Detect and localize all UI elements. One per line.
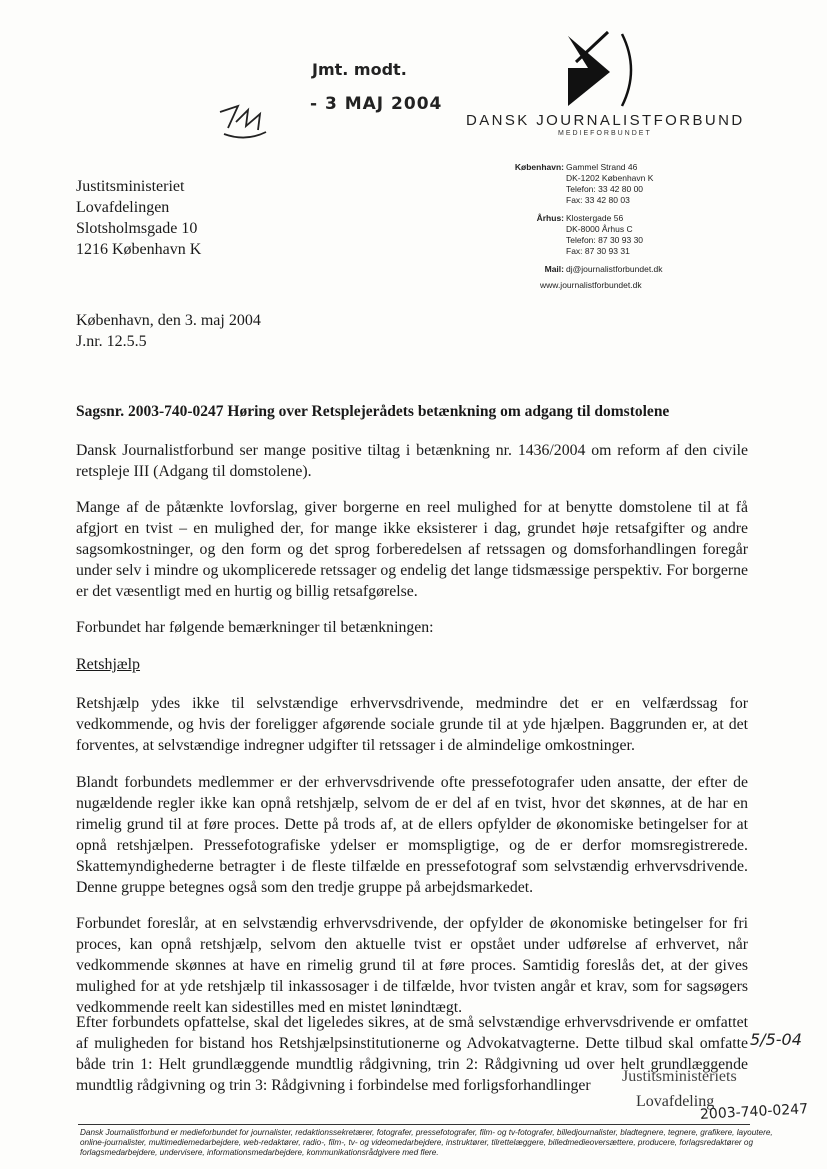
copenhagen-line: Telefon: 33 42 80 00 [566, 184, 644, 194]
section-title-retshjaelp: Retshjælp [76, 656, 141, 673]
aarhus-line: DK-8000 Århus C [566, 224, 633, 234]
paragraph-proposals: Mange af de påtænkte lovforslag, giver borgerne en reel mulighed for at benytte domstolene til at få afgjort en tvist – en mulighed der, for mange ikke eksisterer i dag, grundet høje retsafgifter og andre sagsomkostninger, og den form og det sprog forberedelsen af retssagen og domsforhandlingen foregår under selv i mindre og ukomplicerede retssager og endelig det lange tidsmæssige perspektiv. For borgerne er det væsentligt med en hurtig og billig retsafgørelse. [76, 499, 748, 600]
recipient-line: Justitsministeriet [76, 178, 185, 195]
recipient-line: Slotsholmsgade 10 [76, 220, 198, 237]
handwritten-case-number: 2003-740-0247 [699, 1101, 809, 1123]
place-date: København, den 3. maj 2004 [76, 312, 261, 329]
handwritten-mark [218, 104, 278, 144]
aarhus-label: Århus: [536, 213, 564, 223]
journal-number: J.nr. 12.5.5 [76, 333, 147, 350]
recipient-line: 1216 København K [76, 241, 202, 258]
recipient-line: Lovafdelingen [76, 199, 170, 216]
mail-link[interactable]: dj@journalistforbundet.dk [566, 264, 663, 274]
handwritten-date: 5/5-04 [750, 1030, 802, 1049]
ministry-stamp: Justitsministeriets [622, 1068, 737, 1085]
journalistforbund-logo-icon [560, 28, 640, 108]
letter-meta [76, 310, 261, 352]
aarhus-line: Klostergade 56 [566, 213, 624, 223]
copenhagen-label: København: [514, 162, 564, 172]
received-stamp-label: Jmt. modt. [312, 60, 407, 79]
paragraph-remarks-intro: Forbundet har følgende bemærkninger til betænkningen: [76, 619, 434, 636]
copenhagen-line: Fax: 33 42 80 03 [566, 195, 630, 205]
paragraph-proposal: Forbundet foreslår, at en selvstændig erhvervsdrivende, der opfylder de økonomiske betingelser for fri proces, kan opnå retshjælp, selvom den aktuelle tvist er opstået under udførelse af erhvervet, når vedkommende skønnes at have en rimelig grund til at føre proces. Samtidig foreslås det, at der gives mulighed for at yde retshjælp til inkassosager i de tilfælde, hvor tvisten angår et krav, som for sagsøgers vedkommende reelt kan sidestilles med en mistet lønindtægt. [76, 915, 748, 1016]
contact-block [500, 162, 800, 292]
footer-divider [78, 1124, 750, 1125]
aarhus-line: Telefon: 87 30 93 30 [566, 235, 644, 245]
aarhus-line: Fax: 87 30 93 31 [566, 246, 630, 256]
paragraph-members: Blandt forbundets medlemmer er der erhvervsdrivende ofte pressefotografer uden ansatte, der efter de nugældende regler ikke kan opnå retshjælp, selvom de er del af en tvist, hvor det skønnes, at de har en rimelig grund til at føre proces. Dette på trods af, at de ellers opfylder de økonomiske betingelser for at opnå retshjælpen. Pressefotografiske ydelser er momspligtige, og de er derfor momsregistrerede. Skattemyndighederne betragter i de fleste tilfælde en pressefotograf som selvstændig erhvervsdrivende. Denne gruppe betegnes også som den tredje gruppe på arbejdsmarkedet. [76, 774, 748, 896]
paragraph-intro: Dansk Journalistforbund ser mange positive tiltag i betænkning nr. 1436/2004 om reform af den civile retspleje III (Adgang til domstolene). [76, 442, 748, 480]
recipient-address [76, 176, 201, 260]
organization-name: DANSK JOURNALISTFORBUND [466, 112, 745, 129]
subject-line: Sagsnr. 2003-740-0247 Høring over Retsplejerådets betænkning om adgang til domstolene [76, 403, 670, 420]
mail-label: Mail: [544, 264, 564, 274]
paragraph-retshjaelp: Retshjælp ydes ikke til selvstændige erhvervsdrivende, medmindre det er en velfærdssag for vedkommende, og hvis der foreligger afgørende sociale grunde til at yde hjælpen. Baggrunden er, at det forventes, at selvstændige indregner udgifter til retssager i de almindelige omkostninger. [76, 695, 748, 754]
copenhagen-line: DK-1202 København K [566, 173, 654, 183]
copenhagen-line: Gammel Strand 46 [566, 162, 638, 172]
website-link[interactable]: www.journalistforbundet.dk [540, 280, 642, 290]
received-stamp-date: - 3 MAJ 2004 [310, 94, 443, 114]
paragraph-assistance: Efter forbundets opfattelse, skal det ligeledes sikres, at de små selvstændige erhvervsdrivende er omfattet af muligheden for bistand hos Retshjælpsinstitutionerne og Advokatvagterne. Dette tilbud skal omfatte både trin 1: Helt grundlæggende mundtlig rådgivning, trin 2: Rådgivning ud over helt grundlæggende mundtlig rådgivning og trin 3: Rådgivning i forbindelse med forligsforhandlinger [76, 1014, 748, 1094]
footer-text: Dansk Journalistforbund er medieforbundet for journalister, redaktionssekretærer, fotografer, pressefotografer, film- og tv-fotografer, billedjournalister, bladtegnere, tegnere, grafikere, layoutere, online-journalister, multimediemedarbejdere, web-redaktører, radio-, film-, tv- og videomedarbejdere, instruktører, tilrettelæggere, billedmedieoversættere, producere, forlagsredaktører og forlagsmedarbejdere, undervisere, informationsmedarbejdere, kommunikationsrådgivere med flere. [80, 1128, 773, 1157]
organization-subtitle: MEDIEFORBUNDET [558, 130, 652, 137]
department-stamp: Lovafdeling [636, 1093, 715, 1110]
